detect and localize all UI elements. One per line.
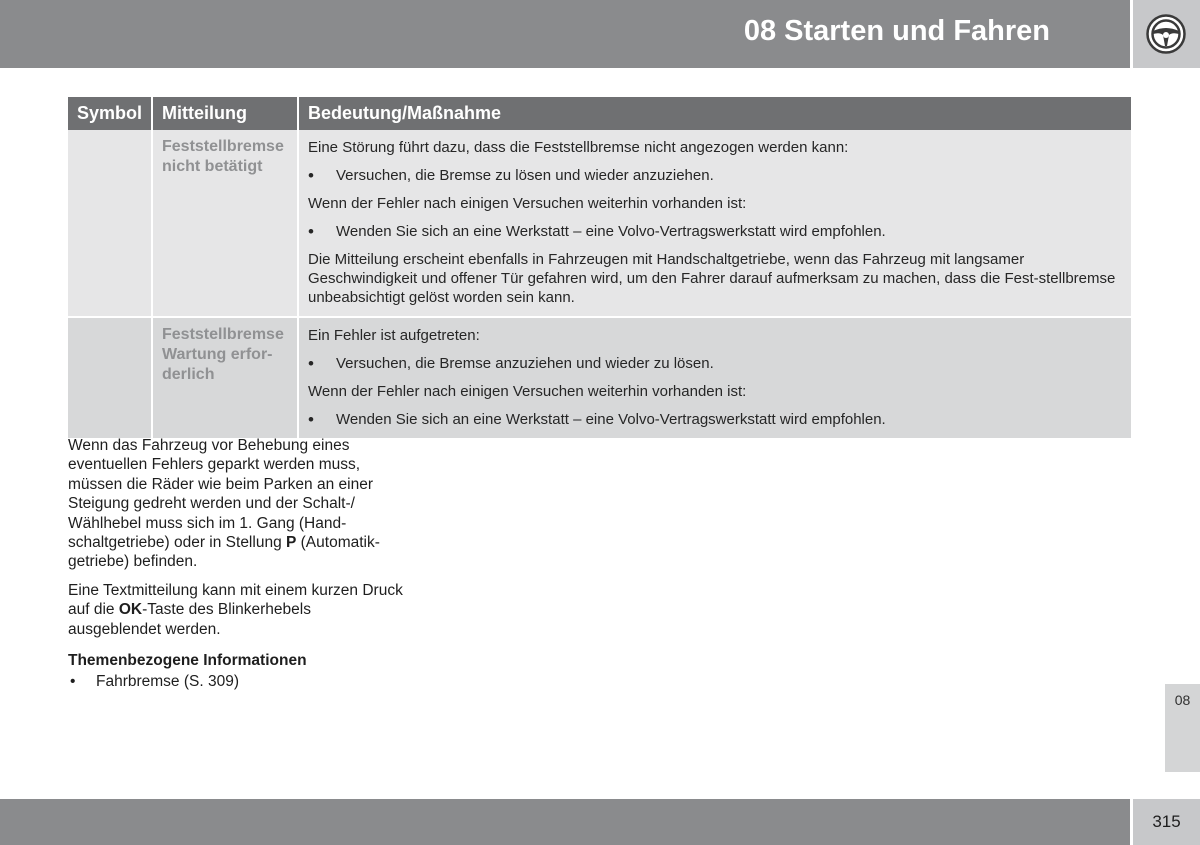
meaning-bullet: • Wenden Sie sich an eine Werkstatt – eine Volvo-Vertragswerkstatt wird empfohlen. <box>308 410 1122 429</box>
message-cell <box>152 317 298 438</box>
meaning-text: Die Mitteilung erscheint ebenfalls in Fahrzeugen mit Handschaltgetriebe, wenn das Fahrzeug mit langsamer Geschwindigkeit und offener Tür gefahren wird, um den Fahrer darauf aufmerksam zu machen, dass die Fest-stellbremse unbeabsichtigt gelöst worden sein kann. <box>308 251 1116 306</box>
meaning-text: Eine Störung führt dazu, dass die Feststellbremse nicht angezogen werden kann: <box>308 139 849 156</box>
meaning-text: Wenn der Fehler nach einigen Versuchen weiterhin vorhanden ist: <box>308 195 747 212</box>
page-number: 315 <box>1133 799 1200 845</box>
related-info-link[interactable]: • Fahrbremse (S. 309) <box>68 672 403 691</box>
column-header-symbol: Symbol <box>68 97 152 130</box>
meaning-bullet: • Wenden Sie sich an eine Werkstatt – eine Volvo-Vertragswerkstatt wird empfohlen. <box>308 222 1122 241</box>
column-header-meaning: Bedeutung/Maßnahme <box>298 97 1131 130</box>
message-cell <box>152 130 298 317</box>
symbol-cell <box>68 130 152 317</box>
table-header-row <box>68 97 1131 130</box>
meaning-bullet: • Versuchen, die Bremse anzuziehen und wieder zu lösen. <box>308 354 1122 373</box>
meaning-cell <box>298 130 1131 317</box>
meaning-text: Ein Fehler ist aufgetreten: <box>308 327 480 344</box>
message-text: Feststellbremse Wartung erfor-derlich <box>162 326 284 383</box>
dismiss-paragraph: Eine Textmitteilung kann mit einem kurzen Druck auf die OK-Taste des Blinkerhebels ausgeblendet werden. <box>68 581 403 638</box>
header-bar <box>0 0 1130 68</box>
body-text-column <box>68 436 403 692</box>
chapter-icon-box <box>1133 0 1200 68</box>
chapter-tab[interactable]: 08 <box>1165 684 1200 772</box>
chapter-title: 08 Starten und Fahren <box>743 15 1050 47</box>
symbol-cell <box>68 317 152 438</box>
meaning-cell <box>298 317 1131 438</box>
parking-paragraph: Wenn das Fahrzeug vor Behebung eines eventuellen Fehlers geparkt werden muss, müssen die Räder wie beim Parken an einer Steigung gedreht werden und der Schalt-/ Wählhebel muss sich im 1. Gang (Hand-schaltgetriebe) oder in Stellung P (Automatik-getriebe) befinden. <box>68 437 380 571</box>
message-table <box>68 97 1131 438</box>
meaning-bullet: • Versuchen, die Bremse zu lösen und wieder anzuziehen. <box>308 166 1122 185</box>
message-text: Feststellbremse nicht betätigt <box>162 138 284 175</box>
meaning-text: Wenn der Fehler nach einigen Versuchen weiterhin vorhanden ist: <box>308 383 747 400</box>
column-header-message: Mitteilung <box>152 97 298 130</box>
table-row <box>68 130 1131 317</box>
table-row <box>68 317 1131 438</box>
footer-bar <box>0 799 1130 845</box>
related-info-heading: Themenbezogene Informationen <box>68 652 307 670</box>
steering-wheel-icon <box>1146 14 1186 54</box>
